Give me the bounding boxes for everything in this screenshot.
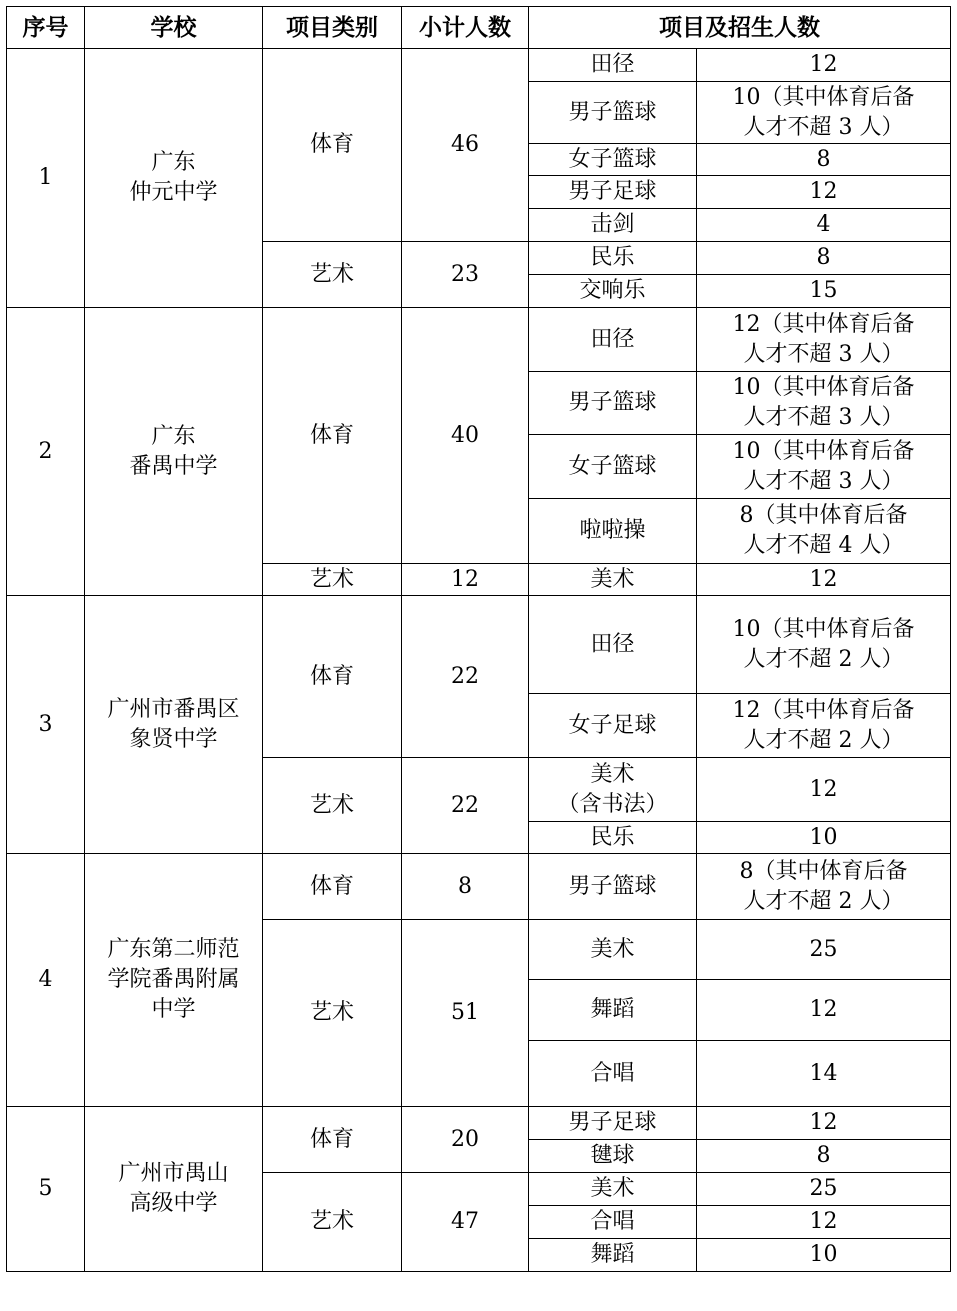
category-cell: 艺术 (263, 920, 402, 1107)
school-index: 3 (7, 596, 85, 854)
school-name: 广东第二师范 学院番禺附属 中学 (85, 854, 263, 1107)
project-cell: 美术 (529, 564, 697, 596)
project-cell: 田径 (529, 49, 697, 82)
subtotal-cell: 51 (402, 920, 529, 1107)
category-cell: 艺术 (263, 242, 402, 308)
category-cell: 体育 (263, 308, 402, 564)
table-row (7, 308, 951, 372)
count-cell: 10 (697, 1239, 951, 1272)
project-cell: 美术 (529, 920, 697, 980)
header-category: 项目类别 (263, 7, 402, 49)
count-cell: 8（其中体育后备 人才不超 4 人） (697, 499, 951, 564)
subtotal-cell: 22 (402, 758, 529, 854)
header-row (7, 7, 951, 49)
count-cell: 4 (697, 209, 951, 242)
subtotal-cell: 8 (402, 854, 529, 920)
project-cell: 男子篮球 (529, 82, 697, 144)
table-row (7, 49, 951, 82)
school-name: 广州市番禺区 象贤中学 (85, 596, 263, 854)
count-cell: 10（其中体育后备 人才不超 3 人） (697, 372, 951, 435)
subtotal-cell: 20 (402, 1107, 529, 1173)
count-cell: 25 (697, 1173, 951, 1206)
table-row (7, 854, 951, 920)
project-cell: 男子篮球 (529, 372, 697, 435)
subtotal-cell: 40 (402, 308, 529, 564)
count-cell: 25 (697, 920, 951, 980)
count-cell: 10（其中体育后备 人才不超 3 人） (697, 435, 951, 499)
count-cell: 8 (697, 144, 951, 176)
project-cell: 田径 (529, 308, 697, 372)
header-school: 学校 (85, 7, 263, 49)
project-cell: 田径 (529, 596, 697, 694)
project-cell: 男子足球 (529, 176, 697, 209)
table-row (7, 596, 951, 694)
subtotal-cell: 12 (402, 564, 529, 596)
table-row (7, 1107, 951, 1140)
count-cell: 12（其中体育后备 人才不超 2 人） (697, 694, 951, 758)
school-index: 1 (7, 49, 85, 308)
enrollment-table (6, 6, 951, 1272)
count-cell: 8 (697, 242, 951, 275)
category-cell: 艺术 (263, 758, 402, 854)
subtotal-cell: 23 (402, 242, 529, 308)
count-cell: 10（其中体育后备 人才不超 2 人） (697, 596, 951, 694)
count-cell: 12 (697, 1206, 951, 1239)
project-cell: 男子篮球 (529, 854, 697, 920)
project-cell: 舞蹈 (529, 980, 697, 1041)
count-cell: 12 (697, 980, 951, 1041)
category-cell: 体育 (263, 854, 402, 920)
school-name: 广东 仲元中学 (85, 49, 263, 308)
school-name: 广州市禺山 高级中学 (85, 1107, 263, 1272)
project-cell: 美术 (529, 1173, 697, 1206)
school-index: 2 (7, 308, 85, 596)
header-index: 序号 (7, 7, 85, 49)
project-cell: 女子篮球 (529, 144, 697, 176)
count-cell: 8 (697, 1140, 951, 1173)
project-cell: 击剑 (529, 209, 697, 242)
project-cell: 舞蹈 (529, 1239, 697, 1272)
count-cell: 10 (697, 822, 951, 854)
header-projects: 项目及招生人数 (529, 7, 951, 49)
category-cell: 艺术 (263, 1173, 402, 1272)
count-cell: 14 (697, 1041, 951, 1107)
count-cell: 10（其中体育后备 人才不超 3 人） (697, 82, 951, 144)
school-index: 4 (7, 854, 85, 1107)
count-cell: 12 (697, 564, 951, 596)
project-cell: 啦啦操 (529, 499, 697, 564)
project-cell: 合唱 (529, 1041, 697, 1107)
category-cell: 体育 (263, 596, 402, 758)
count-cell: 12 (697, 49, 951, 82)
count-cell: 12 (697, 176, 951, 209)
category-cell: 体育 (263, 49, 402, 242)
subtotal-cell: 22 (402, 596, 529, 758)
category-cell: 体育 (263, 1107, 402, 1173)
count-cell: 8（其中体育后备 人才不超 2 人） (697, 854, 951, 920)
project-cell: 民乐 (529, 822, 697, 854)
project-cell: 合唱 (529, 1206, 697, 1239)
count-cell: 12 (697, 758, 951, 822)
project-cell: 女子足球 (529, 694, 697, 758)
subtotal-cell: 47 (402, 1173, 529, 1272)
project-cell: 民乐 (529, 242, 697, 275)
project-cell: 男子足球 (529, 1107, 697, 1140)
subtotal-cell: 46 (402, 49, 529, 242)
category-cell: 艺术 (263, 564, 402, 596)
count-cell: 15 (697, 275, 951, 308)
count-cell: 12（其中体育后备 人才不超 3 人） (697, 308, 951, 372)
project-cell: 美术 （含书法） (529, 758, 697, 822)
project-cell: 毽球 (529, 1140, 697, 1173)
school-index: 5 (7, 1107, 85, 1272)
project-cell: 女子篮球 (529, 435, 697, 499)
header-subtotal: 小计人数 (402, 7, 529, 49)
school-name: 广东 番禺中学 (85, 308, 263, 596)
project-cell: 交响乐 (529, 275, 697, 308)
count-cell: 12 (697, 1107, 951, 1140)
